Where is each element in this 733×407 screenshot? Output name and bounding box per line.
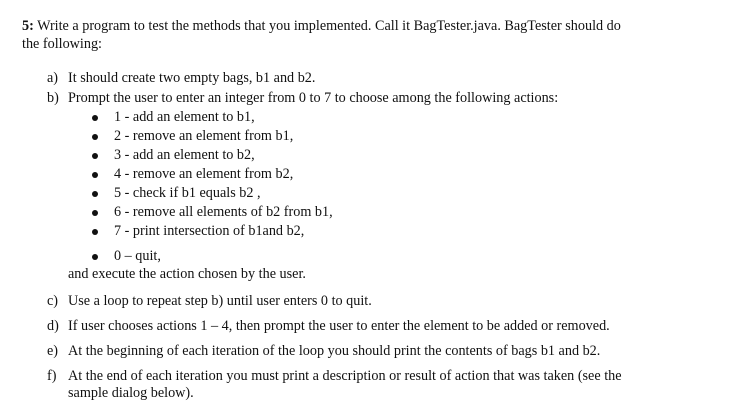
bullet-icon (92, 153, 98, 159)
action-item: 3 - add an element to b2, (114, 147, 255, 163)
bullet-icon (92, 191, 98, 197)
action-item: 7 - print intersection of b1and b2, (114, 223, 305, 239)
heading-text: Write a program to test the methods that you implemented. Call it BagTester.java. BagTester should do (33, 18, 621, 34)
step-f-text-line-2: sample dialog below). (68, 385, 194, 401)
step-c-text: Use a loop to repeat step b) until user enters 0 to quit. (68, 293, 372, 309)
step-e-marker: e) (47, 343, 59, 359)
bullet-icon (92, 115, 98, 121)
question-number: 5: (22, 18, 34, 34)
bullet-icon (92, 254, 98, 260)
step-b-marker: b) (47, 90, 59, 106)
action-item: 4 - remove an element from b2, (114, 166, 294, 182)
step-d-text: If user chooses actions 1 – 4, then prompt the user to enter the element to be added or removed. (68, 318, 610, 334)
step-a-marker: a) (47, 70, 59, 86)
step-f-text-line-1: At the end of each iteration you must print a description or result of action that was taken (see the (68, 368, 622, 384)
step-f-marker: f) (47, 368, 57, 384)
bullet-icon (92, 134, 98, 140)
action-item: 5 - check if b1 equals b2 , (114, 185, 261, 201)
action-item: 1 - add an element to b1, (114, 109, 255, 125)
action-item: 0 – quit, (114, 248, 161, 264)
step-b-text: Prompt the user to enter an integer from 0 to 7 to choose among the following actions: (68, 90, 559, 106)
step-c-marker: c) (47, 293, 59, 309)
step-a-text: It should create two empty bags, b1 and b2. (68, 70, 316, 86)
heading-line-1 (22, 18, 621, 35)
bullet-icon (92, 172, 98, 178)
heading-line-2: the following: (22, 36, 102, 52)
bullet-icon (92, 210, 98, 216)
step-e-text: At the beginning of each iteration of the loop you should print the contents of bags b1 and b2. (68, 343, 601, 359)
bullet-icon (92, 229, 98, 235)
action-item: 6 - remove all elements of b2 from b1, (114, 204, 333, 220)
step-b-tail: and execute the action chosen by the user. (68, 266, 306, 282)
action-item: 2 - remove an element from b1, (114, 128, 294, 144)
step-d-marker: d) (47, 318, 59, 334)
